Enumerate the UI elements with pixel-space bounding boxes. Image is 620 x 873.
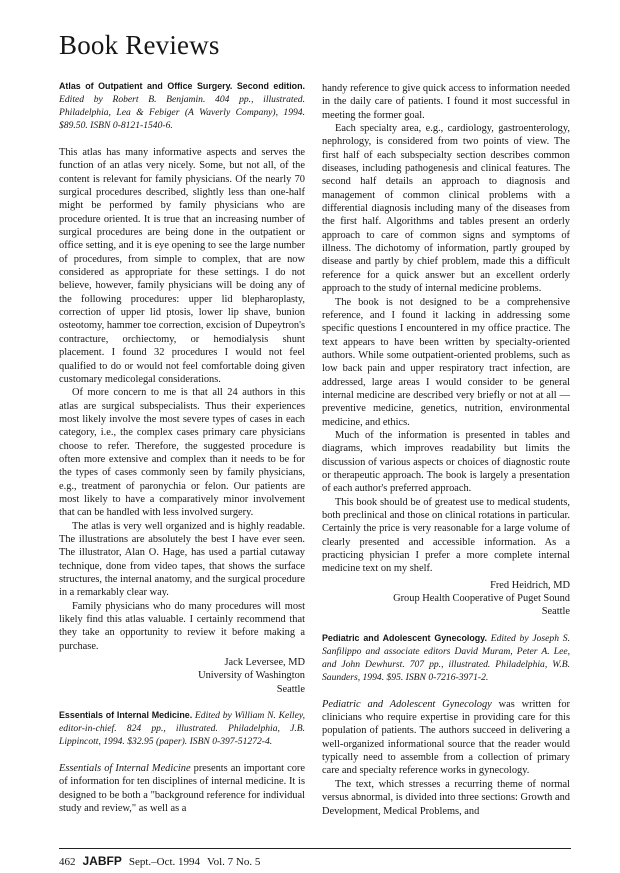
paragraph: This atlas has many informative aspects and serves the function of an atlas very nicely. Some, but not all, of the content is relevant for family physicians. Of the nearly 70 surgical procedures described, slightly less than one-half might be performed by family physicians who are procedure oriented. It is true that an increasing number of surgical procedures are being done in the outpatient or office setting, and it is eye opening to see the large number of procedures, from simple to complex, that are now considered as appropriate for these settings. I do not believe, however, family physicians will be doing any of the following procedures: upper lid blepharoplasty, correction of upper lid ptosis, lower lip shave, bunion osteotomy, hammer toe correction, excision of Dupeytron's contracture, orchiectomy, or hemodialysis shunt placement. I found 32 procedures I would not feel qualified to do or would not feel comfortable doing given customary medicolegal considerations. <box>59 147 305 385</box>
right-column <box>322 82 570 818</box>
paragraph-text: presents an important core of information for ten disciplines of internal medicine. It is designed to be both a "background reference for individual study and review," as well as a <box>59 763 305 815</box>
reviewer-city: Seattle <box>541 606 570 618</box>
paragraph: Each specialty area, e.g., cardiology, gastroenterology, nephrology, is considered from two points of view. The first half of each subspecialty section describes common diseases, including pathogenesis and clinical features. The second half details an approach to diagnosis and management of common clinical problems with a differential diagnosis including many of the diseases from the first half. Algorithms and tables present an orderly approach to care of common signs and symptoms of illness. The dichotomy of information, partly grouped by disease and partly by chief problem, made this a difficult reference for a quick answer but an excellent orderly approach to the study of internal medicine problems. <box>322 123 570 295</box>
reviewer-name: Fred Heidrich, MD <box>490 579 570 591</box>
book-meta: Edited by William N. Kelley, editor-in-chief. 824 pp., illustrated. Philadelphia, J.B. Lippincott, 1994. $32.95 (paper). ISBN 0-397-51272-4. <box>59 710 305 748</box>
paragraph: The book is not designed to be a comprehensive reference, and I found it lacking in addressing some specific questions I encountered in my office practice. The text appears to have been written by specialty-oriented authors. While some outpatient-oriented problems, such as low back pain and upper respiratory tract infection, are addressed, large areas I would consider to be general internal medicine are described very briefly or not at all — preventive medicine, genetics, nutrition, environmental medicine, and ethics. <box>322 296 570 428</box>
paragraph <box>322 698 570 778</box>
issue-date: Sept.–Oct. 1994 <box>128 856 201 868</box>
review-header-gynecology <box>322 632 570 684</box>
book-title: Essentials of Internal Medicine. <box>59 710 193 721</box>
paragraph: The text, which stresses a recurring theme of normal versus abnormal, is divided into three sections: Growth and Development, Medical Problems, and <box>322 778 570 817</box>
reviewer-signature <box>322 579 570 619</box>
review-header-essentials <box>59 709 305 748</box>
reviewer-affiliation: University of Washington <box>198 670 305 682</box>
book-meta: Edited by Robert B. Benjamin. 404 pp., illustrated. Philadelphia, Lea & Febiger (A Waverly Company), 1994. $89.50. ISBN 0-8121-1540-6. <box>59 94 305 131</box>
paragraph: This book should be of greatest use to medical students, both preclinical and those on clinical rotations in particular. Certainly the price is very reasonable for a large volume of clearly presented and accessible information. As a practicing physician I prefer a more complete internal medicine text on my shelf. <box>322 496 570 575</box>
paragraph: The atlas is very well organized and is highly readable. The illustrations are absolutely the best I have ever seen. The illustrator, Alan O. Hage, has used a partial cutaway technique, done from video tapes, that shows the surface structures, the internal anatomy, and the surgical procedure in a remarkably clear way. <box>59 520 305 599</box>
paragraph: handy reference to give quick access to information needed in the daily care of patients. I found it most successful in meeting the former goal. <box>322 83 570 121</box>
book-title-inline: Pediatric and Adolescent Gynecology <box>322 698 492 710</box>
book-meta: Edited by Joseph S. Sanfilippo and associate editors David Muram, Peter A. Lee, and John Dewhurst. 707 pp., illustrated. Philadelphia, W.B. Saunders, 1994. $95. ISBN 0-7216-3971-2. <box>322 632 570 683</box>
reviewer-city: Seattle <box>276 683 305 695</box>
reviewer-affiliation: Group Health Cooperative of Puget Sound <box>393 593 570 605</box>
reviewer-signature <box>59 656 305 696</box>
paragraph <box>59 762 305 815</box>
paragraph: Of more concern to me is that all 24 authors in this atlas are surgical subspecialists. Thus their experiences most likely involve the most severe types of cases in each category, i.e., the complex cases primary care physicians choose to refer. Therefore, the suggested procedure is often more extensive and complex than it needs to be for the types of cases commonly seen by family physicians, e.g., treatment of paronychia or felon. Our patients are most likely to have a comparatively minor involvement that can be handled with less involved surgery. <box>59 387 305 519</box>
page-number: 462 <box>59 856 76 868</box>
reviewer-name: Jack Leversee, MD <box>224 657 305 669</box>
page-title: Book Reviews <box>59 30 220 60</box>
book-title: Pediatric and Adolescent Gynecology. <box>322 632 487 643</box>
paragraph-text: was written for clinicians who require expertise in providing care for this population of patients. The authors succeed in delivering a well-organized informational source that the reader would typically need to assemble from a collection of primary care and specialty reference works in gynecology. <box>322 698 570 777</box>
left-column <box>59 80 305 815</box>
paragraph: Family physicians who do many procedures will most likely find this atlas valuable. I certainly recommend that they take an opportunity to review it before making a purchase. <box>59 600 305 652</box>
book-title: Atlas of Outpatient and Office Surgery. Second edition. <box>59 81 305 91</box>
volume-number: Vol. 7 No. 5 <box>207 856 261 868</box>
page-footer <box>59 848 571 869</box>
paragraph: Much of the information is presented in tables and diagrams, which improves readability but limits the discussion of various aspects or choices of diagnostic route or therapeutic approach. The book is largely a presentation of each author's preferred approach. <box>322 429 570 495</box>
book-title-inline: Essentials of Internal Medicine <box>59 763 191 775</box>
journal-name: JABFP <box>82 854 122 868</box>
review-header-atlas <box>59 80 305 132</box>
